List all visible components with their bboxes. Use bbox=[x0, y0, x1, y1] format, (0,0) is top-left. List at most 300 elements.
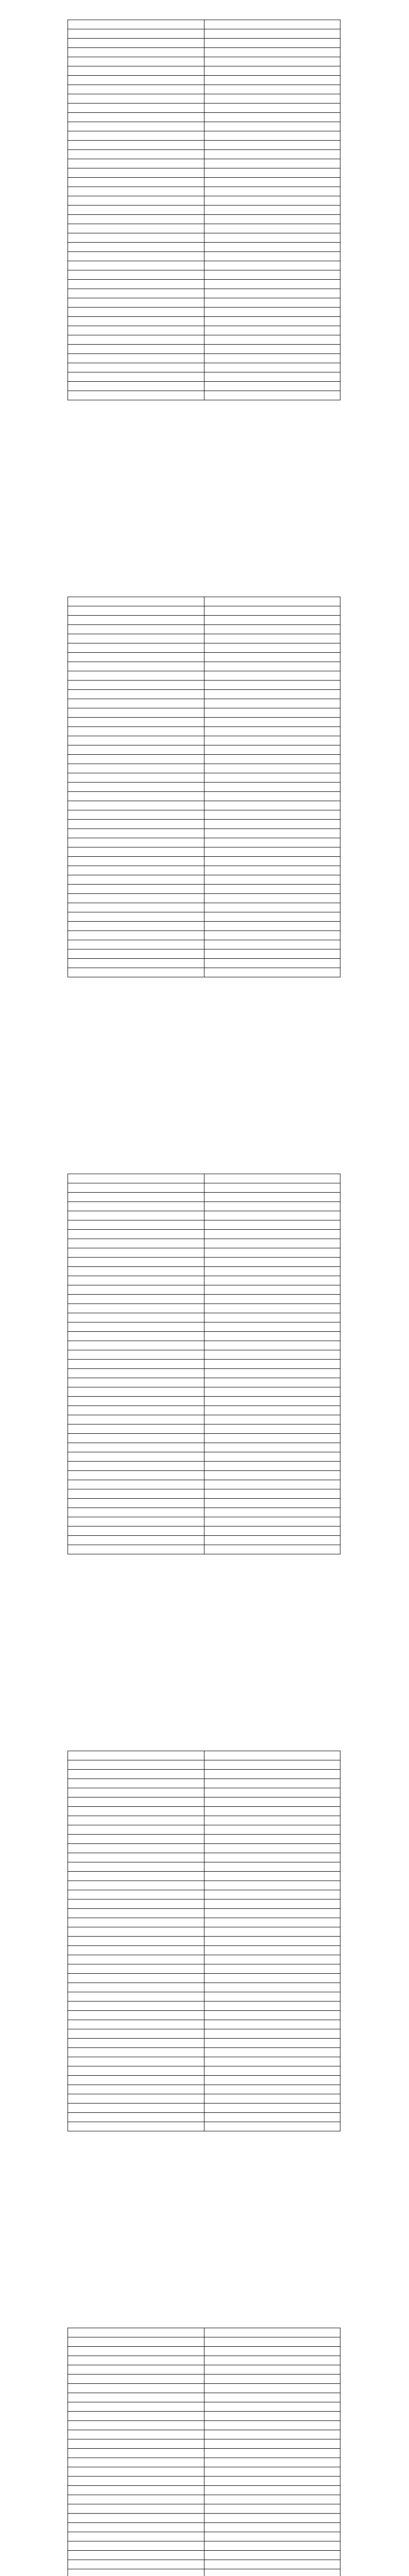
table-cell bbox=[204, 317, 340, 326]
table-cell bbox=[68, 1248, 204, 1258]
page-block bbox=[67, 1751, 340, 2161]
table-cell bbox=[68, 875, 204, 885]
table-cell bbox=[204, 1230, 340, 1239]
table-cell bbox=[204, 1536, 340, 1545]
table-row bbox=[68, 2551, 340, 2560]
page-block bbox=[67, 20, 340, 430]
table-cell bbox=[204, 1517, 340, 1527]
table-cell bbox=[204, 2066, 340, 2076]
table-cell bbox=[68, 2048, 204, 2057]
table-row bbox=[68, 820, 340, 829]
table-row bbox=[68, 76, 340, 85]
table-row bbox=[68, 85, 340, 94]
table-cell bbox=[204, 1434, 340, 1443]
table-cell bbox=[68, 2402, 204, 2412]
table-row bbox=[68, 2076, 340, 2085]
table-cell bbox=[68, 1844, 204, 1853]
table-cell bbox=[68, 2477, 204, 2486]
table-cell bbox=[204, 773, 340, 783]
table-row bbox=[68, 1881, 340, 1890]
table-row bbox=[68, 2523, 340, 2532]
table-cell bbox=[68, 1452, 204, 1462]
table-cell bbox=[68, 755, 204, 764]
table-cell bbox=[204, 866, 340, 875]
table-cell bbox=[204, 113, 340, 122]
table-row bbox=[68, 912, 340, 922]
table-row bbox=[68, 1443, 340, 1452]
table-cell bbox=[204, 727, 340, 736]
table-cell bbox=[204, 1545, 340, 1554]
roster-table bbox=[67, 1174, 340, 1554]
table-row bbox=[68, 848, 340, 857]
table-cell bbox=[68, 2532, 204, 2541]
table-cell bbox=[204, 1760, 340, 1770]
table-cell bbox=[204, 1872, 340, 1881]
table-cell bbox=[68, 85, 204, 94]
table-row bbox=[68, 335, 340, 345]
page-footer bbox=[67, 1000, 340, 1007]
table-cell bbox=[68, 1295, 204, 1304]
table-row bbox=[68, 363, 340, 372]
table-cell bbox=[68, 233, 204, 243]
table-cell bbox=[68, 1221, 204, 1230]
table-cell bbox=[68, 1462, 204, 1471]
table-cell bbox=[68, 1276, 204, 1285]
table-row bbox=[68, 875, 340, 885]
table-cell bbox=[204, 1527, 340, 1536]
table-cell bbox=[204, 606, 340, 616]
column-header bbox=[204, 20, 340, 29]
table-row bbox=[68, 736, 340, 745]
table-row bbox=[68, 2569, 340, 2576]
table-row bbox=[68, 2337, 340, 2347]
table-cell bbox=[204, 643, 340, 653]
table-row bbox=[68, 141, 340, 150]
table-cell bbox=[204, 252, 340, 261]
table-cell bbox=[204, 2569, 340, 2576]
table-row bbox=[68, 810, 340, 820]
table-row bbox=[68, 1890, 340, 1900]
table-cell bbox=[68, 708, 204, 718]
table-cell bbox=[204, 1937, 340, 1946]
table-cell bbox=[68, 2467, 204, 2477]
table-row bbox=[68, 1983, 340, 1992]
table-cell bbox=[204, 391, 340, 400]
table-cell bbox=[204, 1816, 340, 1825]
table-cell bbox=[68, 820, 204, 829]
table-row bbox=[68, 681, 340, 690]
table-row bbox=[68, 792, 340, 801]
table-cell bbox=[204, 85, 340, 94]
table-row bbox=[68, 168, 340, 178]
table-row bbox=[68, 1760, 340, 1770]
table-cell bbox=[68, 1489, 204, 1499]
table-cell bbox=[68, 1230, 204, 1239]
table-cell bbox=[204, 2439, 340, 2449]
table-row bbox=[68, 57, 340, 66]
table-row bbox=[68, 968, 340, 977]
table-cell bbox=[68, 1378, 204, 1387]
table-row bbox=[68, 903, 340, 912]
table-cell bbox=[68, 773, 204, 783]
table-row bbox=[68, 1508, 340, 1517]
table-row bbox=[68, 1816, 340, 1825]
table-cell bbox=[68, 2384, 204, 2393]
table-cell bbox=[204, 708, 340, 718]
table-row bbox=[68, 1425, 340, 1434]
table-cell bbox=[68, 912, 204, 922]
table-cell bbox=[204, 382, 340, 391]
table-cell bbox=[204, 662, 340, 671]
table-cell bbox=[204, 1955, 340, 1964]
table-cell bbox=[68, 1918, 204, 1927]
table-row bbox=[68, 1452, 340, 1462]
table-row bbox=[68, 243, 340, 252]
table-cell bbox=[204, 1397, 340, 1406]
table-row bbox=[68, 2541, 340, 2551]
table-cell bbox=[204, 308, 340, 317]
table-cell bbox=[68, 1816, 204, 1825]
table-cell bbox=[68, 224, 204, 233]
table-cell bbox=[68, 903, 204, 912]
table-cell bbox=[204, 29, 340, 39]
table-row bbox=[68, 1909, 340, 1918]
table-cell bbox=[204, 2011, 340, 2020]
table-cell bbox=[68, 2569, 204, 2576]
table-row bbox=[68, 1378, 340, 1387]
table-row bbox=[68, 1844, 340, 1853]
table-row bbox=[68, 252, 340, 261]
table-row bbox=[68, 2048, 340, 2057]
table-cell bbox=[68, 2449, 204, 2458]
table-cell bbox=[204, 1788, 340, 1798]
table-row bbox=[68, 1779, 340, 1788]
table-cell bbox=[204, 2113, 340, 2122]
table-cell bbox=[68, 634, 204, 643]
table-cell bbox=[204, 122, 340, 131]
page-footer bbox=[67, 2154, 340, 2161]
table-cell bbox=[68, 727, 204, 736]
table-cell bbox=[68, 1193, 204, 1202]
table-cell bbox=[68, 252, 204, 261]
table-cell bbox=[68, 131, 204, 141]
table-cell bbox=[204, 783, 340, 792]
table-cell bbox=[68, 122, 204, 131]
table-row bbox=[68, 1992, 340, 2002]
table-cell bbox=[204, 2560, 340, 2569]
table-cell bbox=[68, 2057, 204, 2066]
table-cell bbox=[204, 2048, 340, 2057]
table-cell bbox=[68, 1983, 204, 1992]
roster-table bbox=[67, 2328, 340, 2576]
table-cell bbox=[68, 29, 204, 39]
table-cell bbox=[204, 718, 340, 727]
table-row bbox=[68, 1536, 340, 1545]
table-row bbox=[68, 1788, 340, 1798]
table-cell bbox=[68, 382, 204, 391]
table-cell bbox=[204, 141, 340, 150]
table-row bbox=[68, 1937, 340, 1946]
table-cell bbox=[68, 940, 204, 950]
table-cell bbox=[204, 2384, 340, 2393]
table-cell bbox=[204, 912, 340, 922]
table-cell bbox=[68, 113, 204, 122]
table-row bbox=[68, 866, 340, 875]
table-cell bbox=[68, 1211, 204, 1221]
table-row bbox=[68, 2514, 340, 2523]
table-cell bbox=[68, 1862, 204, 1872]
table-cell bbox=[68, 2347, 204, 2356]
table-cell bbox=[68, 1406, 204, 1415]
table-cell bbox=[204, 2104, 340, 2113]
table-cell bbox=[204, 903, 340, 912]
table-cell bbox=[68, 718, 204, 727]
table-cell bbox=[204, 801, 340, 810]
table-cell bbox=[204, 280, 340, 289]
table-cell bbox=[204, 940, 340, 950]
table-cell bbox=[68, 1415, 204, 1425]
table-cell bbox=[68, 2495, 204, 2504]
table-cell bbox=[68, 922, 204, 931]
table-row bbox=[68, 2094, 340, 2104]
page-footer bbox=[67, 1577, 340, 1584]
table-cell bbox=[68, 76, 204, 85]
table-row bbox=[68, 391, 340, 400]
table-row bbox=[68, 1480, 340, 1489]
table-cell bbox=[68, 1881, 204, 1890]
table-row bbox=[68, 1964, 340, 1974]
table-cell bbox=[204, 1499, 340, 1508]
table-row bbox=[68, 2347, 340, 2356]
column-header bbox=[68, 1751, 204, 1760]
table-cell bbox=[68, 1341, 204, 1350]
table-cell bbox=[204, 2356, 340, 2365]
column-header bbox=[204, 597, 340, 606]
table-cell bbox=[68, 39, 204, 48]
table-row bbox=[68, 894, 340, 903]
table-cell bbox=[68, 48, 204, 57]
table-row bbox=[68, 104, 340, 113]
table-cell bbox=[204, 1779, 340, 1788]
table-cell bbox=[204, 959, 340, 968]
table-row bbox=[68, 1248, 340, 1258]
table-cell bbox=[204, 792, 340, 801]
table-row bbox=[68, 270, 340, 280]
table-cell bbox=[204, 76, 340, 85]
table-cell bbox=[204, 1890, 340, 1900]
table-cell bbox=[204, 1406, 340, 1415]
table-cell bbox=[204, 1835, 340, 1844]
table-row bbox=[68, 2002, 340, 2011]
table-cell bbox=[204, 187, 340, 196]
table-cell bbox=[68, 885, 204, 894]
table-row bbox=[68, 2039, 340, 2048]
table-cell bbox=[204, 634, 340, 643]
table-cell bbox=[204, 1909, 340, 1918]
table-cell bbox=[204, 1844, 340, 1853]
table-cell bbox=[204, 848, 340, 857]
table-cell bbox=[68, 345, 204, 354]
table-row bbox=[68, 616, 340, 625]
table-cell bbox=[204, 1443, 340, 1452]
table-cell bbox=[204, 363, 340, 372]
table-cell bbox=[68, 1527, 204, 1536]
table-cell bbox=[204, 857, 340, 866]
table-row bbox=[68, 671, 340, 681]
table-cell bbox=[68, 243, 204, 252]
table-cell bbox=[204, 215, 340, 224]
table-row bbox=[68, 2393, 340, 2402]
table-cell bbox=[204, 1508, 340, 1517]
table-cell bbox=[204, 810, 340, 820]
table-cell bbox=[204, 2514, 340, 2523]
table-cell bbox=[204, 168, 340, 178]
table-row bbox=[68, 1872, 340, 1881]
table-cell bbox=[204, 681, 340, 690]
table-row bbox=[68, 233, 340, 243]
table-cell bbox=[68, 141, 204, 150]
table-row bbox=[68, 94, 340, 104]
table-row bbox=[68, 1276, 340, 1285]
table-cell bbox=[204, 261, 340, 270]
table-cell bbox=[204, 104, 340, 113]
table-cell bbox=[68, 2412, 204, 2421]
table-row bbox=[68, 2011, 340, 2020]
table-cell bbox=[68, 1955, 204, 1964]
table-cell bbox=[68, 1937, 204, 1946]
table-cell bbox=[204, 150, 340, 159]
table-row bbox=[68, 606, 340, 616]
table-row bbox=[68, 959, 340, 968]
table-cell bbox=[68, 2375, 204, 2384]
table-row bbox=[68, 122, 340, 131]
table-cell bbox=[68, 764, 204, 773]
table-cell bbox=[68, 1350, 204, 1360]
table-cell bbox=[68, 1909, 204, 1918]
table-cell bbox=[204, 196, 340, 206]
table-cell bbox=[68, 1927, 204, 1937]
table-cell bbox=[204, 1881, 340, 1890]
table-cell bbox=[204, 1313, 340, 1323]
table-cell bbox=[204, 1239, 340, 1248]
table-cell bbox=[68, 335, 204, 345]
table-cell bbox=[68, 2002, 204, 2011]
table-cell bbox=[68, 2421, 204, 2430]
table-row bbox=[68, 922, 340, 931]
table-cell bbox=[204, 354, 340, 363]
table-row bbox=[68, 1332, 340, 1341]
table-cell bbox=[68, 1443, 204, 1452]
table-row bbox=[68, 1770, 340, 1779]
table-row bbox=[68, 2495, 340, 2504]
table-cell bbox=[204, 755, 340, 764]
table-cell bbox=[68, 2439, 204, 2449]
table-row bbox=[68, 382, 340, 391]
table-row bbox=[68, 625, 340, 634]
table-cell bbox=[204, 2393, 340, 2402]
table-cell bbox=[204, 2551, 340, 2560]
table-cell bbox=[68, 2458, 204, 2467]
table-cell bbox=[68, 308, 204, 317]
table-cell bbox=[204, 372, 340, 382]
table-row bbox=[68, 2113, 340, 2122]
table-cell bbox=[204, 885, 340, 894]
table-cell bbox=[68, 196, 204, 206]
table-header-row bbox=[68, 1751, 340, 1760]
table-cell bbox=[68, 1964, 204, 1974]
table-cell bbox=[204, 1946, 340, 1955]
table-cell bbox=[68, 653, 204, 662]
table-row bbox=[68, 1350, 340, 1360]
table-row bbox=[68, 1341, 340, 1350]
table-cell bbox=[68, 1890, 204, 1900]
table-cell bbox=[68, 261, 204, 270]
table-cell bbox=[204, 2421, 340, 2430]
table-cell bbox=[68, 1974, 204, 1983]
table-cell bbox=[68, 810, 204, 820]
table-row bbox=[68, 1434, 340, 1443]
table-cell bbox=[68, 2104, 204, 2113]
table-cell bbox=[204, 1964, 340, 1974]
table-cell bbox=[68, 866, 204, 875]
table-row bbox=[68, 2560, 340, 2569]
table-cell bbox=[68, 1825, 204, 1835]
table-cell bbox=[68, 1770, 204, 1779]
table-cell bbox=[204, 616, 340, 625]
table-cell bbox=[204, 1480, 340, 1489]
table-cell bbox=[68, 1323, 204, 1332]
table-row bbox=[68, 372, 340, 382]
table-cell bbox=[68, 391, 204, 400]
table-cell bbox=[68, 1499, 204, 1508]
table-cell bbox=[204, 2020, 340, 2029]
table-cell bbox=[68, 187, 204, 196]
table-cell bbox=[68, 178, 204, 187]
table-cell bbox=[204, 894, 340, 903]
table-cell bbox=[204, 1276, 340, 1285]
table-cell bbox=[204, 1853, 340, 1862]
table-cell bbox=[204, 1350, 340, 1360]
table-row bbox=[68, 2020, 340, 2029]
table-cell bbox=[68, 2486, 204, 2495]
table-row bbox=[68, 718, 340, 727]
table-row bbox=[68, 773, 340, 783]
table-cell bbox=[68, 2560, 204, 2569]
table-cell bbox=[204, 1862, 340, 1872]
table-cell bbox=[68, 606, 204, 616]
table-cell bbox=[68, 2113, 204, 2122]
table-cell bbox=[68, 671, 204, 681]
table-row bbox=[68, 2486, 340, 2495]
table-cell bbox=[204, 625, 340, 634]
table-cell bbox=[204, 1415, 340, 1425]
table-cell bbox=[68, 1258, 204, 1267]
table-cell bbox=[68, 681, 204, 690]
table-cell bbox=[204, 326, 340, 335]
table-cell bbox=[204, 1360, 340, 1369]
table-header-row bbox=[68, 1174, 340, 1183]
table-row bbox=[68, 2430, 340, 2439]
table-cell bbox=[204, 2495, 340, 2504]
table-cell bbox=[204, 1462, 340, 1471]
table-cell bbox=[68, 66, 204, 76]
table-row bbox=[68, 2375, 340, 2384]
table-cell bbox=[68, 2541, 204, 2551]
table-cell bbox=[68, 1872, 204, 1881]
table-row bbox=[68, 745, 340, 755]
table-row bbox=[68, 280, 340, 289]
table-cell bbox=[204, 1992, 340, 2002]
